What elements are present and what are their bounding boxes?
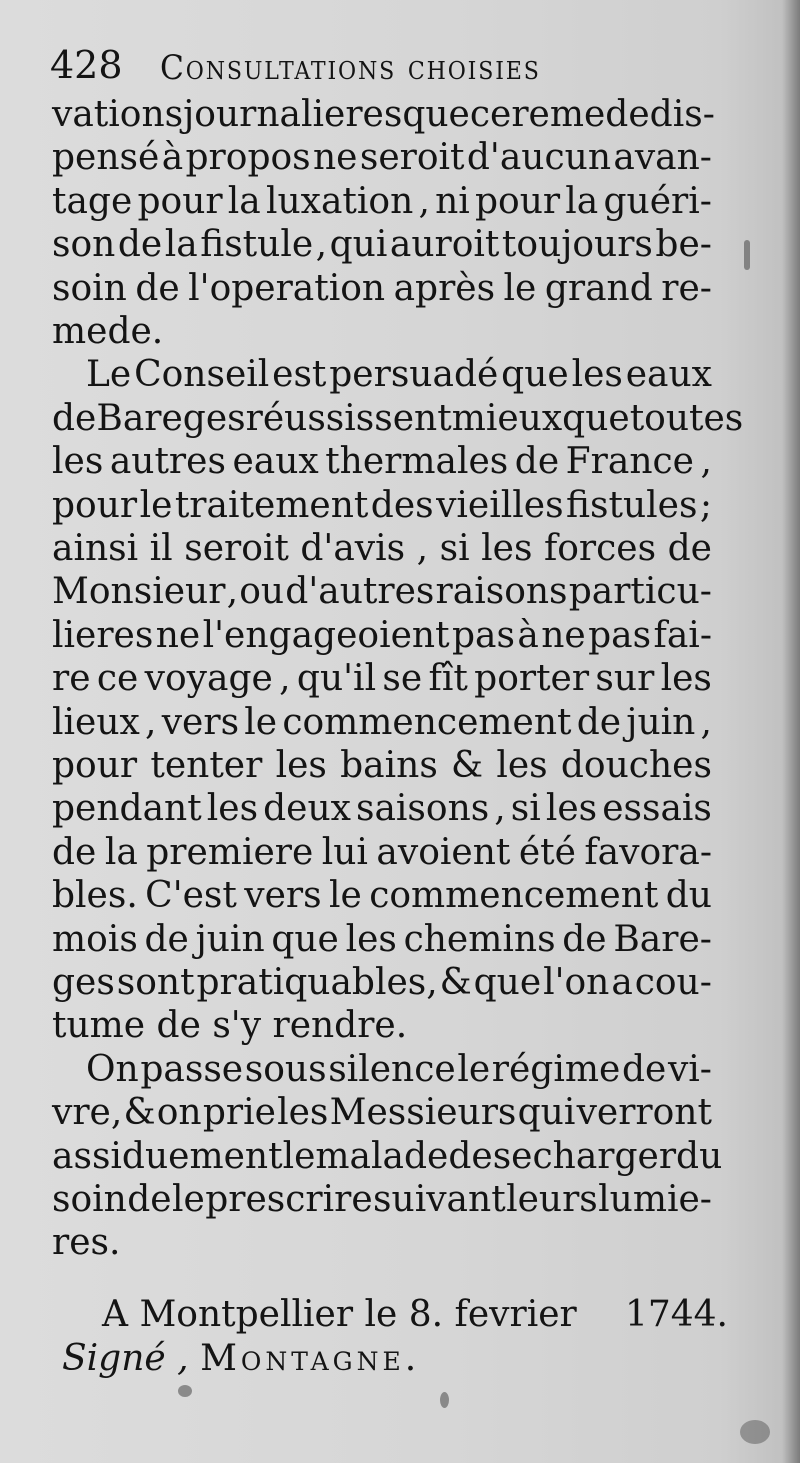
body-line: assiduement le malade de se charger du bbox=[52, 1135, 723, 1177]
page-number: 428 bbox=[50, 43, 123, 87]
signature-name: Montagne. bbox=[200, 1338, 421, 1379]
body-line: mois de juin que les chemins de Bare- bbox=[52, 918, 712, 960]
body-line: de la premiere lui avoient été favora- bbox=[52, 831, 712, 873]
body-line: de Bareges réussissent mieux que toutes bbox=[52, 397, 744, 439]
body-line: ainsi il seroit d'avis , si les forces de bbox=[52, 528, 712, 569]
body-line: son de la fistule , qui auroit toujours be- bbox=[52, 224, 712, 266]
body-line: Monsieur , ou d'autres raisons particu- bbox=[52, 571, 712, 613]
dateline-year: 1744. bbox=[624, 1294, 728, 1335]
body-line: bles. C'est vers le commencement du bbox=[52, 875, 712, 917]
body-text bbox=[50, 0, 744, 1463]
body-line: lieres ne l'engageoient pas à ne pas fai- bbox=[52, 614, 712, 656]
body-line: soin de le prescrire suivant leurs lumie- bbox=[52, 1179, 712, 1220]
paper-speck bbox=[740, 1420, 770, 1444]
body-line: ges sont pratiquables, & que l'on a cou- bbox=[52, 962, 712, 1003]
body-line: vations journalieres que ce remede dis- bbox=[52, 94, 715, 135]
body-line: Le Conseil est persuadé que les eaux bbox=[86, 354, 712, 396]
body-line: tage pour la luxation , ni pour la guéri- bbox=[52, 180, 712, 222]
paper-speck bbox=[440, 1392, 449, 1408]
body-line: soin de l'operation après le grand re- bbox=[52, 267, 712, 309]
body-line: res. bbox=[52, 1222, 121, 1264]
body-line: les autres eaux thermales de France , bbox=[52, 441, 712, 483]
body-line: vre, & on prie les Messieurs qui verront bbox=[52, 1092, 712, 1134]
signature-line bbox=[62, 1336, 482, 1382]
dateline-text: A Montpellier le 8. fevrier bbox=[102, 1294, 577, 1335]
body-line: pendant les deux saisons , si les essais bbox=[52, 788, 712, 830]
body-line: re ce voyage , qu'il se fît porter sur les bbox=[52, 658, 712, 700]
body-line: tume de s'y rendre. bbox=[52, 1005, 408, 1047]
body-line: pensé à propos ne seroit d'aucun avan- bbox=[52, 137, 712, 179]
body-line: mede. bbox=[52, 311, 164, 352]
body-line: pour le traitement des vieilles fistules ; bbox=[52, 484, 712, 526]
body-line: On passe sous silence le régime de vi- bbox=[86, 1048, 712, 1090]
dateline bbox=[102, 1292, 728, 1338]
paper-speck bbox=[178, 1385, 192, 1397]
body-line: lieux , vers le commencement de juin , bbox=[52, 701, 712, 743]
running-head: Consultations choisies bbox=[160, 48, 541, 88]
binding-shadow bbox=[782, 0, 800, 1463]
signature-signed: Signé , bbox=[62, 1338, 189, 1379]
body-line: pour tenter les bains & les douches bbox=[52, 745, 712, 786]
paper-speck bbox=[744, 240, 750, 270]
